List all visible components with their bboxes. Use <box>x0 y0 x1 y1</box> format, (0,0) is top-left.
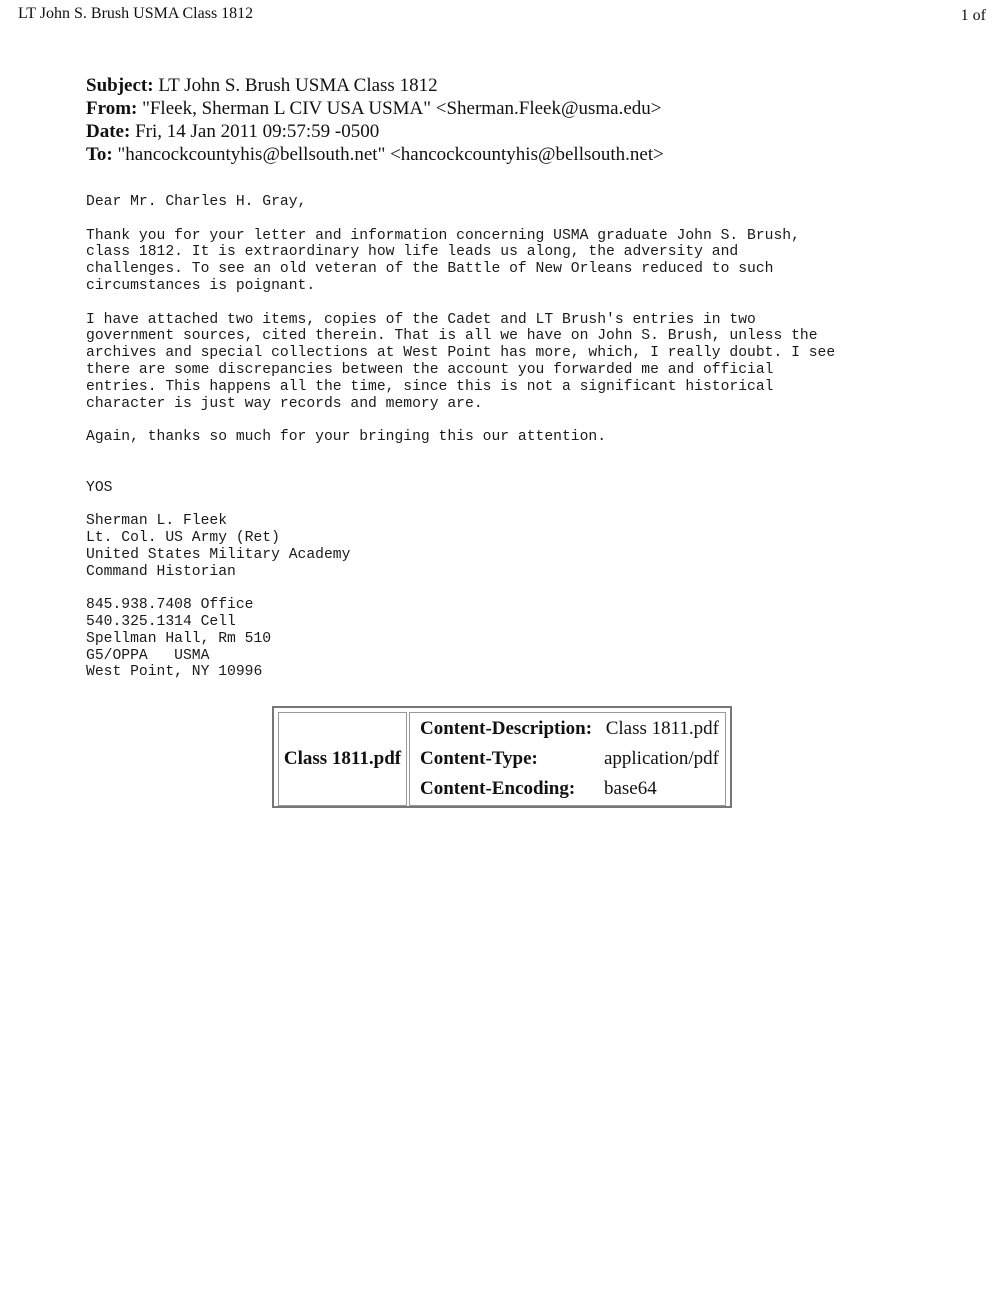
attachment-meta <box>409 712 726 806</box>
from-row <box>86 97 664 120</box>
attachment-table <box>276 710 728 808</box>
content-description-label: Content-Description: <box>420 718 593 739</box>
content-encoding-label: Content-Encoding: <box>420 778 576 799</box>
to-value: "hancockcountyhis@bellsouth.net" <hancockcountyhis@bellsouth.net> <box>117 144 664 165</box>
page-header-title: LT John S. Brush USMA Class 1812 <box>18 5 254 22</box>
email-header <box>86 74 664 166</box>
to-row <box>86 143 664 166</box>
content-encoding-value: base64 <box>603 778 657 799</box>
page-number: 1 of <box>960 7 986 24</box>
date-value: Fri, 14 Jan 2011 09:57:59 -0500 <box>135 121 380 142</box>
attachment-box <box>272 706 732 808</box>
subject-row <box>86 74 664 97</box>
to-label: To: <box>86 144 113 165</box>
subject-value: LT John S. Brush USMA Class 1812 <box>158 75 438 96</box>
content-type-value: application/pdf <box>603 748 719 769</box>
date-label: Date: <box>86 121 131 142</box>
attachment-filename[interactable]: Class 1811.pdf <box>278 712 407 806</box>
date-row <box>86 120 664 143</box>
from-label: From: <box>86 98 138 119</box>
content-type-label: Content-Type: <box>420 748 538 769</box>
from-value: "Fleek, Sherman L CIV USA USMA" <Sherman.Fleek@usma.edu> <box>142 98 662 119</box>
content-description-value: Class 1811.pdf <box>605 718 719 739</box>
subject-label: Subject: <box>86 75 154 96</box>
email-body: Dear Mr. Charles H. Gray, Thank you for your letter and information concerning USMA graduate John S. Brush, class 1812. It is extraordinary how life leads us along, the adversity and challenges. To see an old veteran of the Battle of New Orleans reduced to such circumstances is poignant. I have attached two items, copies of the Cadet and LT Brush's entries in two government sources, cited therein. That is all we have on John S. Brush, unless the archives and special collections at West Point has more, which, I really doubt. I see there are some discrepancies between the account you forwarded me and official entries. This happens all the time, since this is not a significant historical character is just way records and memory are. Again, thanks so much for your bringing this our attention. YOS Sherman L. Fleek Lt. Col. US Army (Ret) United States Military Academy Command Historian 845.938.7408 Office 540.325.1314 Cell Spellman Hall, Rm 510 G5/OPPA USMA West Point, NY 10996 <box>86 194 836 681</box>
